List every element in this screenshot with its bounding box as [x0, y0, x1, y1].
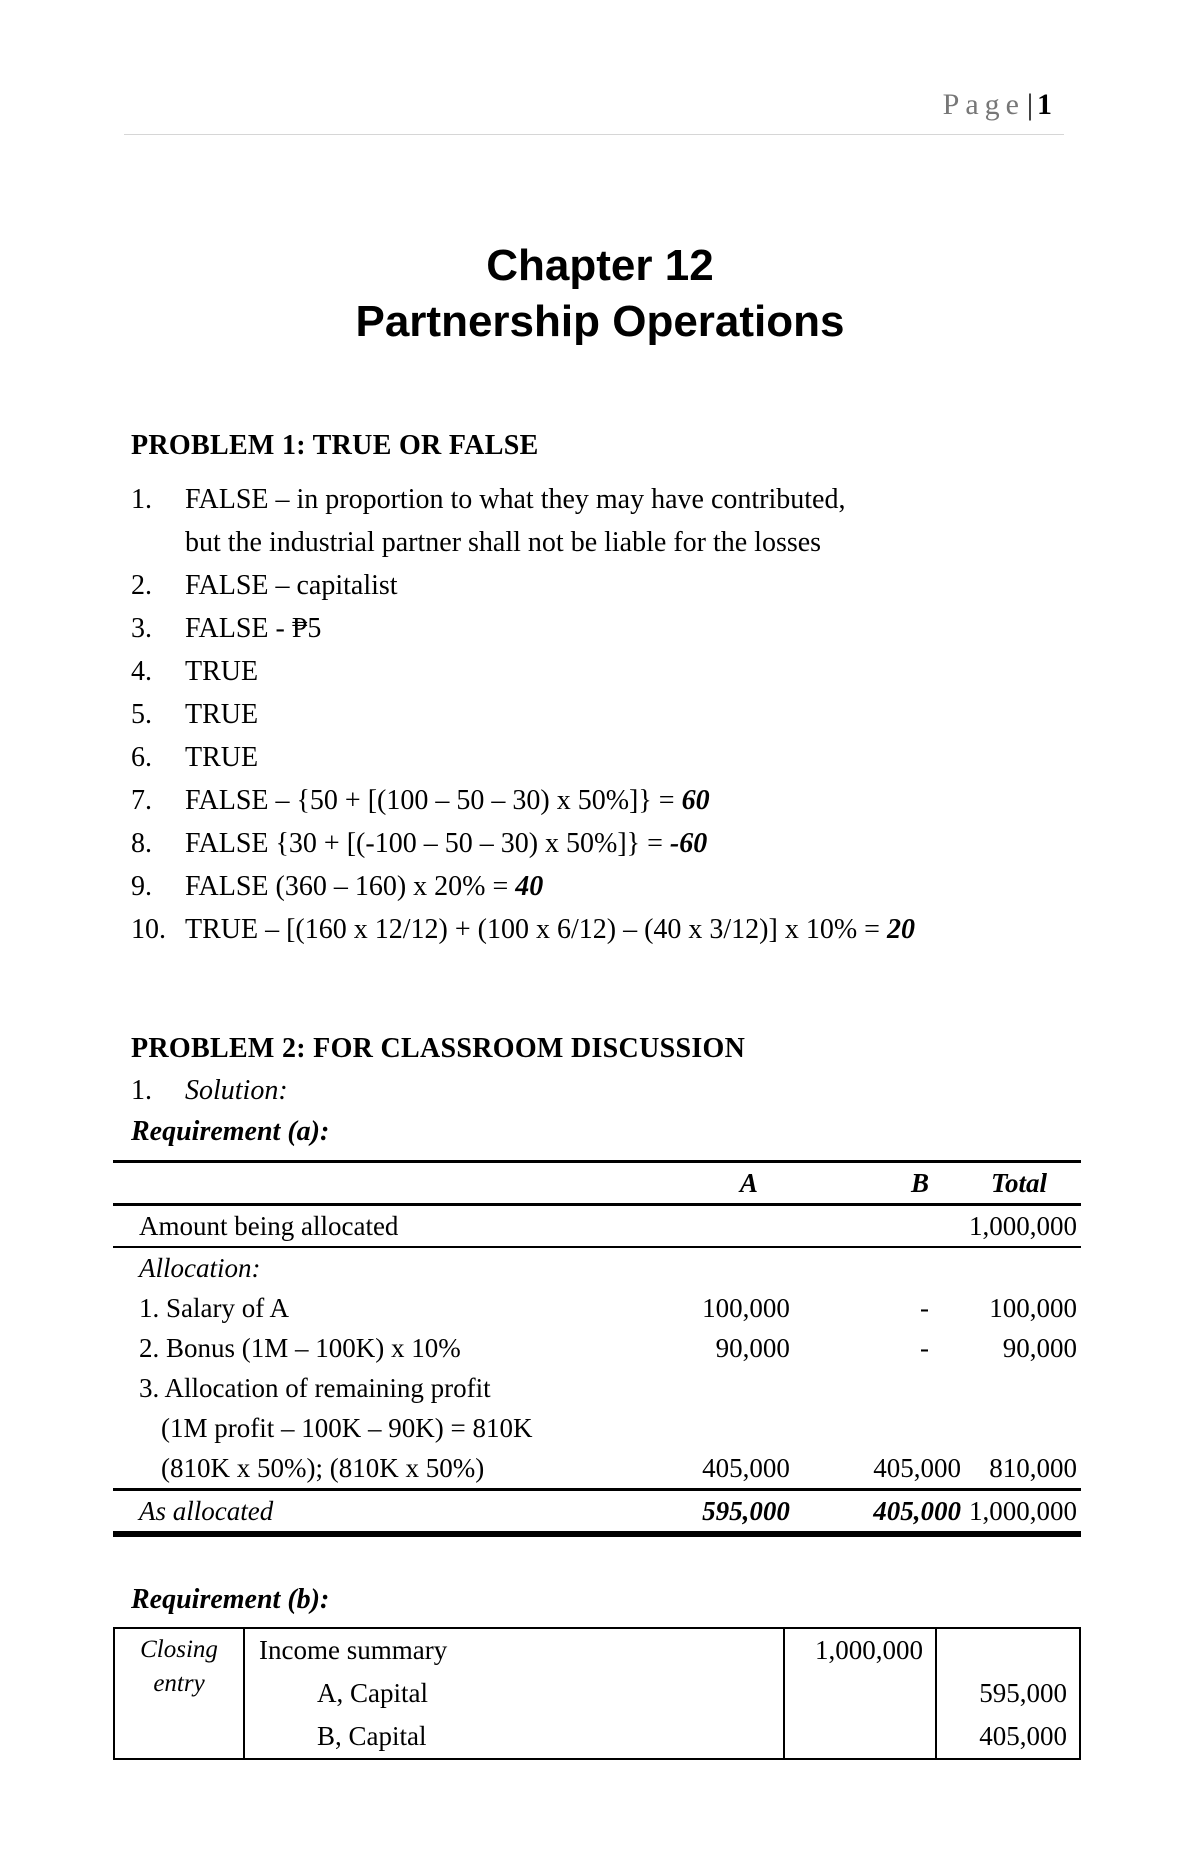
table-row — [113, 1408, 1081, 1448]
cell-a — [623, 1408, 794, 1448]
cell-b: 405,000 — [794, 1490, 965, 1535]
cell-b — [794, 1408, 965, 1448]
item-text: FALSE – capitalist — [185, 570, 398, 601]
page-number-label: Page| 1 — [942, 88, 1052, 121]
entry-label-line1: Closing — [140, 1636, 218, 1663]
credit-amount: 405,000 — [979, 1721, 1067, 1751]
item-text — [185, 822, 1065, 865]
debit-column — [784, 1628, 936, 1759]
page-header — [124, 88, 1064, 135]
item-number: 8. — [131, 828, 152, 859]
credit-account: A, Capital — [317, 1678, 428, 1708]
problem2-heading: PROBLEM 2: FOR CLASSROOM DISCUSSION — [131, 1033, 746, 1064]
cell-total — [965, 1368, 1081, 1408]
column-header-a: A — [623, 1162, 794, 1205]
debit-amount: 1,000,000 — [815, 1635, 923, 1665]
list-item — [131, 908, 1081, 951]
cell-a — [623, 1368, 794, 1408]
chapter-number: Chapter 12 — [486, 241, 714, 290]
cell-total: 100,000 — [989, 1293, 1077, 1323]
cell-total: 810,000 — [989, 1453, 1077, 1483]
cell-total: 90,000 — [1002, 1333, 1077, 1363]
row-label: Allocation: — [139, 1253, 261, 1283]
list-item — [131, 607, 1081, 650]
chapter-name: Partnership Operations — [355, 297, 845, 346]
list-item — [131, 564, 1081, 607]
item-answer: -60 — [669, 828, 708, 859]
entry-label-line2: entry — [153, 1670, 205, 1697]
entry-label — [114, 1628, 244, 1759]
list-item — [131, 478, 1081, 564]
item-formula: TRUE – [(160 x 12/12) + (100 x 6/12) – (40 x 3/12)] x 10% = — [185, 914, 887, 945]
cell-b — [794, 1205, 965, 1248]
row-label: (1M profit – 100K – 90K) = 810K — [161, 1413, 533, 1443]
table-row — [113, 1247, 1081, 1288]
item-number: 2. — [131, 570, 152, 601]
requirement-a-label: Requirement (a): — [131, 1116, 330, 1147]
item-answer: 60 — [681, 785, 710, 816]
row-label: 2. Bonus (1M – 100K) x 10% — [139, 1333, 461, 1363]
list-item — [131, 779, 1081, 822]
solution-number: 1. — [131, 1075, 152, 1106]
cell-b: 405,000 — [873, 1453, 961, 1483]
item-text — [185, 478, 1065, 564]
item-text: TRUE — [185, 656, 259, 687]
debit-account: Income summary — [259, 1635, 448, 1665]
list-item — [131, 865, 1081, 908]
page-number: 1 — [1037, 88, 1052, 121]
item-text-line2: but the industrial partner shall not be liable for the losses — [185, 527, 822, 558]
cell-b — [794, 1247, 965, 1288]
item-number: 1. — [131, 484, 152, 515]
row-label: As allocated — [113, 1490, 623, 1535]
item-text: TRUE — [185, 699, 259, 730]
solution-label — [131, 1075, 288, 1107]
allocation-table — [113, 1160, 1081, 1537]
journal-entry-row — [114, 1628, 1080, 1759]
page-word: Page — [942, 88, 1025, 121]
item-text-line1: FALSE – in proportion to what they may have contributed, — [185, 484, 846, 515]
item-text: FALSE - ₱5 — [185, 613, 322, 644]
cell-a: 595,000 — [623, 1490, 794, 1535]
cell-total — [965, 1247, 1081, 1288]
item-number: 3. — [131, 613, 152, 644]
cell-a: 405,000 — [702, 1453, 790, 1483]
cell-total — [965, 1408, 1081, 1448]
cell-a: 90,000 — [715, 1333, 790, 1363]
table-row — [113, 1328, 1081, 1368]
item-answer: 20 — [886, 914, 915, 945]
row-label: 3. Allocation of remaining profit — [139, 1373, 491, 1403]
item-number: 10. — [131, 914, 166, 945]
list-item — [131, 650, 1081, 693]
debit-blank — [785, 1672, 935, 1715]
item-text — [185, 779, 1065, 822]
cell-total: 1,000,000 — [965, 1205, 1081, 1248]
cell-total: 1,000,000 — [965, 1490, 1081, 1535]
cell-a — [623, 1205, 794, 1248]
table-header-row — [113, 1162, 1081, 1205]
cell-a: 100,000 — [702, 1293, 790, 1323]
credit-blank — [937, 1629, 1079, 1672]
journal-entry-table — [113, 1627, 1081, 1760]
table-header-blank — [113, 1162, 623, 1205]
credit-amount: 595,000 — [979, 1678, 1067, 1708]
item-text — [185, 865, 1065, 908]
accounts-column — [244, 1628, 784, 1759]
cell-b — [794, 1368, 965, 1408]
problem1-heading: PROBLEM 1: TRUE OR FALSE — [131, 430, 539, 461]
item-text: TRUE — [185, 742, 259, 773]
item-formula: FALSE {30 + [(-100 – 50 – 30) x 50%]} = — [185, 828, 670, 859]
solution-text: Solution: — [185, 1075, 288, 1106]
row-label: 1. Salary of A — [139, 1293, 289, 1323]
item-number: 9. — [131, 871, 152, 902]
item-number: 7. — [131, 785, 152, 816]
credit-column — [936, 1628, 1080, 1759]
requirement-b-label: Requirement (b): — [131, 1584, 330, 1615]
table-row — [113, 1205, 1081, 1248]
chapter-title — [0, 238, 1200, 350]
item-formula: FALSE – {50 + [(100 – 50 – 30) x 50%]} = — [185, 785, 682, 816]
debit-blank — [785, 1715, 935, 1758]
table-row — [113, 1448, 1081, 1490]
table-total-row — [113, 1490, 1081, 1535]
cell-b: - — [920, 1293, 929, 1323]
credit-account: B, Capital — [317, 1721, 427, 1751]
item-text — [185, 908, 1065, 951]
list-item — [131, 822, 1081, 865]
problem1-list — [131, 478, 1081, 951]
item-formula: FALSE (360 – 160) x 20% = — [185, 871, 516, 902]
item-answer: 40 — [515, 871, 544, 902]
row-label: (810K x 50%); (810K x 50%) — [161, 1453, 485, 1483]
item-number: 5. — [131, 699, 152, 730]
table-row — [113, 1288, 1081, 1328]
list-item — [131, 736, 1081, 779]
item-number: 4. — [131, 656, 152, 687]
column-header-b: B — [794, 1162, 965, 1205]
item-number: 6. — [131, 742, 152, 773]
cell-b: - — [920, 1333, 929, 1363]
cell-a — [623, 1247, 794, 1288]
row-label: Amount being allocated — [113, 1205, 623, 1248]
list-item — [131, 693, 1081, 736]
table-row — [113, 1368, 1081, 1408]
column-header-total: Total — [965, 1162, 1081, 1205]
